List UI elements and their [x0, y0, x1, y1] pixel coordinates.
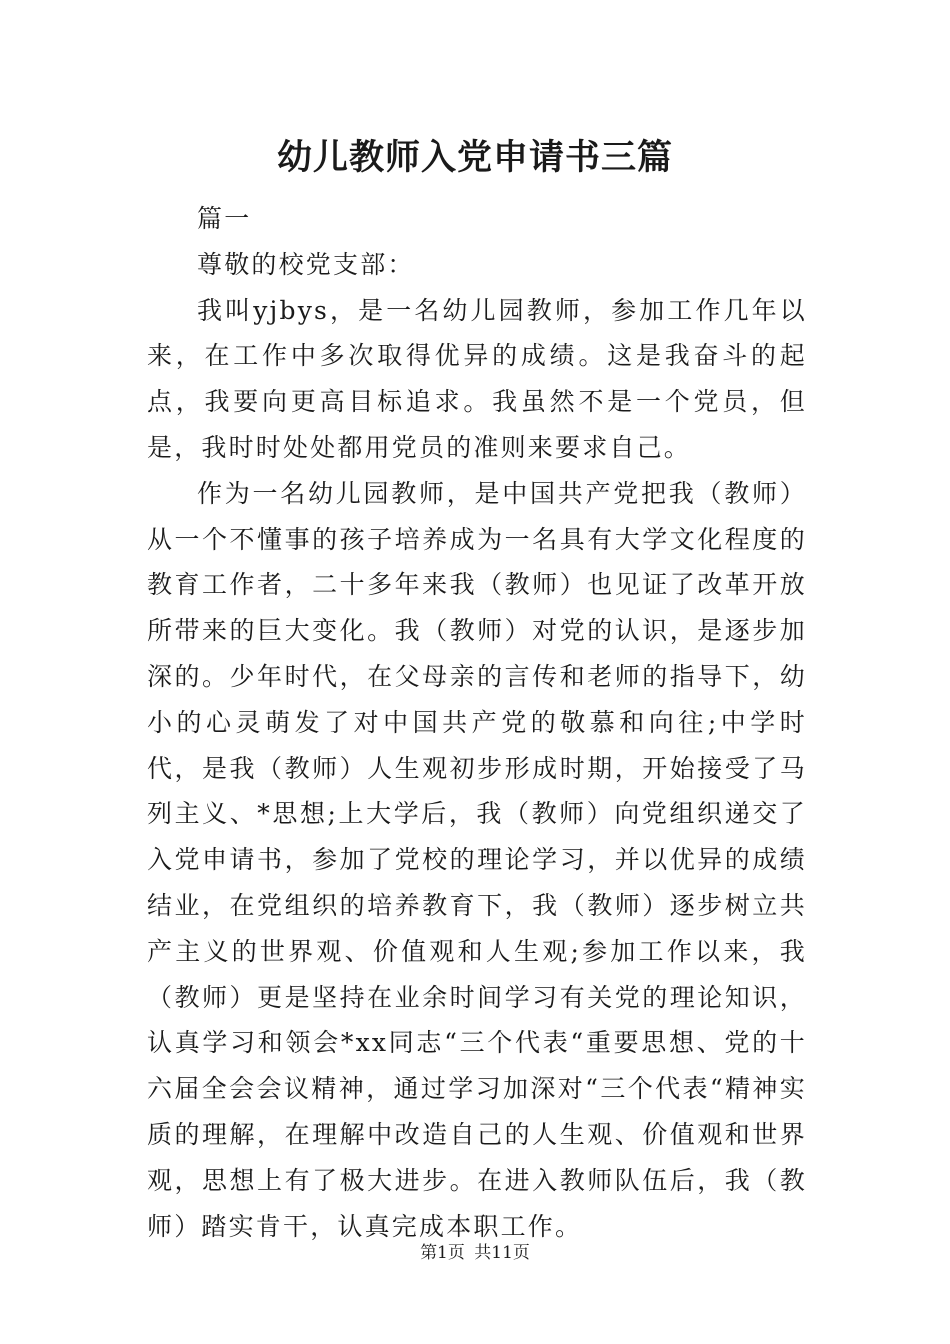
paragraph-1: 我叫yjbys，是一名幼儿园教师，参加工作几年以来，在工作中多次取得优异的成绩。这是我奋斗的起点，我要向更高目标追求。我虽然不是一个党员，但是，我时时处处都用党员的准则来要求自己。: [147, 295, 807, 462]
page-total: 共11页: [474, 1243, 530, 1263]
paragraph-2: 作为一名幼儿园教师，是中国共产党把我（教师）从一个不懂事的孩子培养成为一名具有大学文化程度的教育工作者，二十多年来我（教师）也见证了改革开放所带来的巨大变化。我（教师）对党的认识，是逐步加深的。少年时代，在父母亲的言传和老师的指导下，幼小的心灵萌发了对中国共产党的敬慕和向往;中学时代，是我（教师）人生观初步形成时期，开始接受了马列主义、*思想;上大学后，我（教师）向党组织递交了入党申请书，参加了党校的理论学习，并以优异的成绩结业，在党组织的培养教育下，我（教师）逐步树立共产主义的世界观、价值观和人生观;参加工作以来，我（教师）更是坚持在业余时间学习有关党的理论知识，认真学习和领会*xx同志“三个代表“重要思想、党的十六届全会会议精神，通过学习加深对“三个代表“精神实质的理解，在理解中改造自己的人生观、价值观和世界观，思想上有了极大进步。在进入教师队伍后，我（教师）踏实肯干，认真完成本职工作。: [147, 478, 807, 1241]
salutation: 尊敬的校党支部：: [197, 249, 415, 279]
page-footer: [0, 1241, 950, 1265]
section-heading: 篇一: [197, 204, 252, 233]
document-title: 幼儿教师入党申请书三篇: [276, 138, 673, 178]
page-number: 第1页: [420, 1243, 465, 1263]
document-body: [147, 196, 807, 1249]
